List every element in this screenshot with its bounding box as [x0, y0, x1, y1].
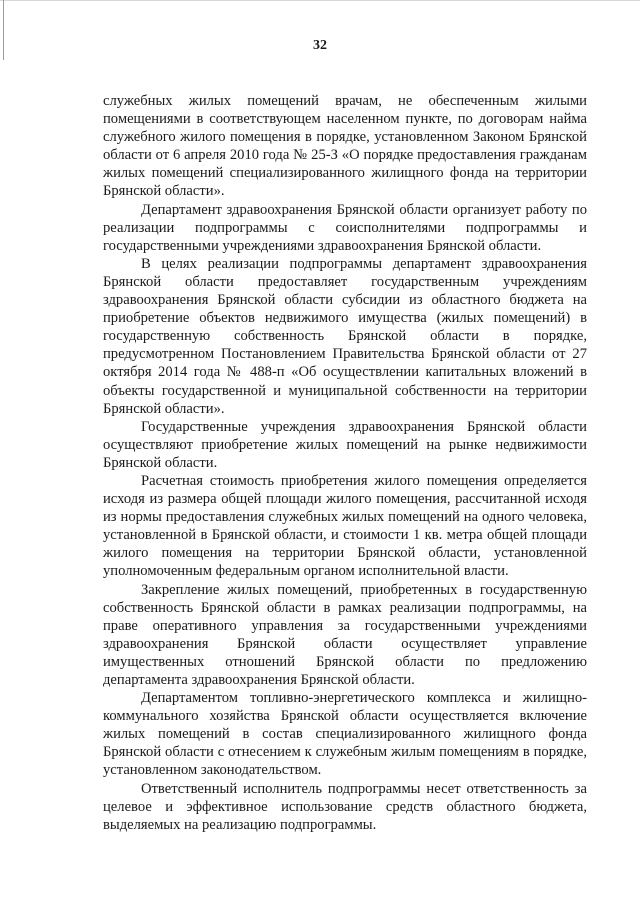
page-number: 32	[313, 38, 327, 53]
paragraph-5: Расчетная стоимость приобретения жилого помещения определяется исходя из размера общей площади жилого помещения, рассчитанной исходя из нормы предоставления служебных жилых помещений на одного человека, установленной в Брянской области, и стоимости 1 кв. метра общей площади жилого помещения на территории Брянской области, установленной уполномоченным федеральным органом исполнительной власти.	[103, 472, 587, 580]
paragraph-7: Департаментом топливно-энергетического комплекса и жилищно-коммунального хозяйства Брянской области осуществляется включение жилых помещений в состав специализированного жилищного фонда Брянской области с отнесением к служебным жилым помещениям в порядке, установленном законодательством.	[103, 690, 587, 779]
paragraph-8: Ответственный исполнитель подпрограммы несет ответственность за целевое и эффективное использование средств областного бюджета, выделяемых на реализацию подпрограммы.	[103, 780, 587, 833]
paragraph-4: Государственные учреждения здравоохранения Брянской области осуществляют приобретение жилых помещений на рынке недвижимости Брянской области.	[103, 418, 587, 471]
paragraph-1: служебных жилых помещений врачам, не обеспеченным жилыми помещениями в соответствующем населенном пункте, по договорам найма служебного жилого помещения в порядке, установленном Законом Брянской области от 6 апреля 2010 года № 25-З «О порядке предоставления гражданам жилых помещений специализированного жилищного фонда на территории Брянской области».	[103, 93, 587, 200]
paragraph-2: Департамент здравоохранения Брянской области организует работу по реализации подпрограммы с соисполнителями подпрограммы и государственными учреждениями здравоохранения Брянской области.	[103, 201, 587, 254]
document-body	[103, 92, 587, 834]
paragraph-6: Закрепление жилых помещений, приобретенных в государственную собственность Брянской области в рамках реализации подпрограммы, на праве оперативного управления за государственными учреждениями здравоохранения Брянской области осуществляет управление имущественных отношений Брянской области по предложению департамента здравоохранения Брянской области.	[103, 581, 587, 688]
paragraph-3: В целях реализации подпрограммы департамент здравоохранения Брянской области предоставляет государственным учреждениям здравоохранения Брянской области субсидии из областного бюджета на приобретение объектов недвижимого имущества (жилых помещений) в государственную собственность Брянской области в порядке, предусмотренном Постановлением Правительства Брянской области от 27 октября 2014 года № 488-п «Об осуществлении капитальных вложений в объекты государственной и муниципальной собственности на территории Брянской области».	[103, 255, 587, 417]
scan-edge-top	[0, 0, 640, 1]
